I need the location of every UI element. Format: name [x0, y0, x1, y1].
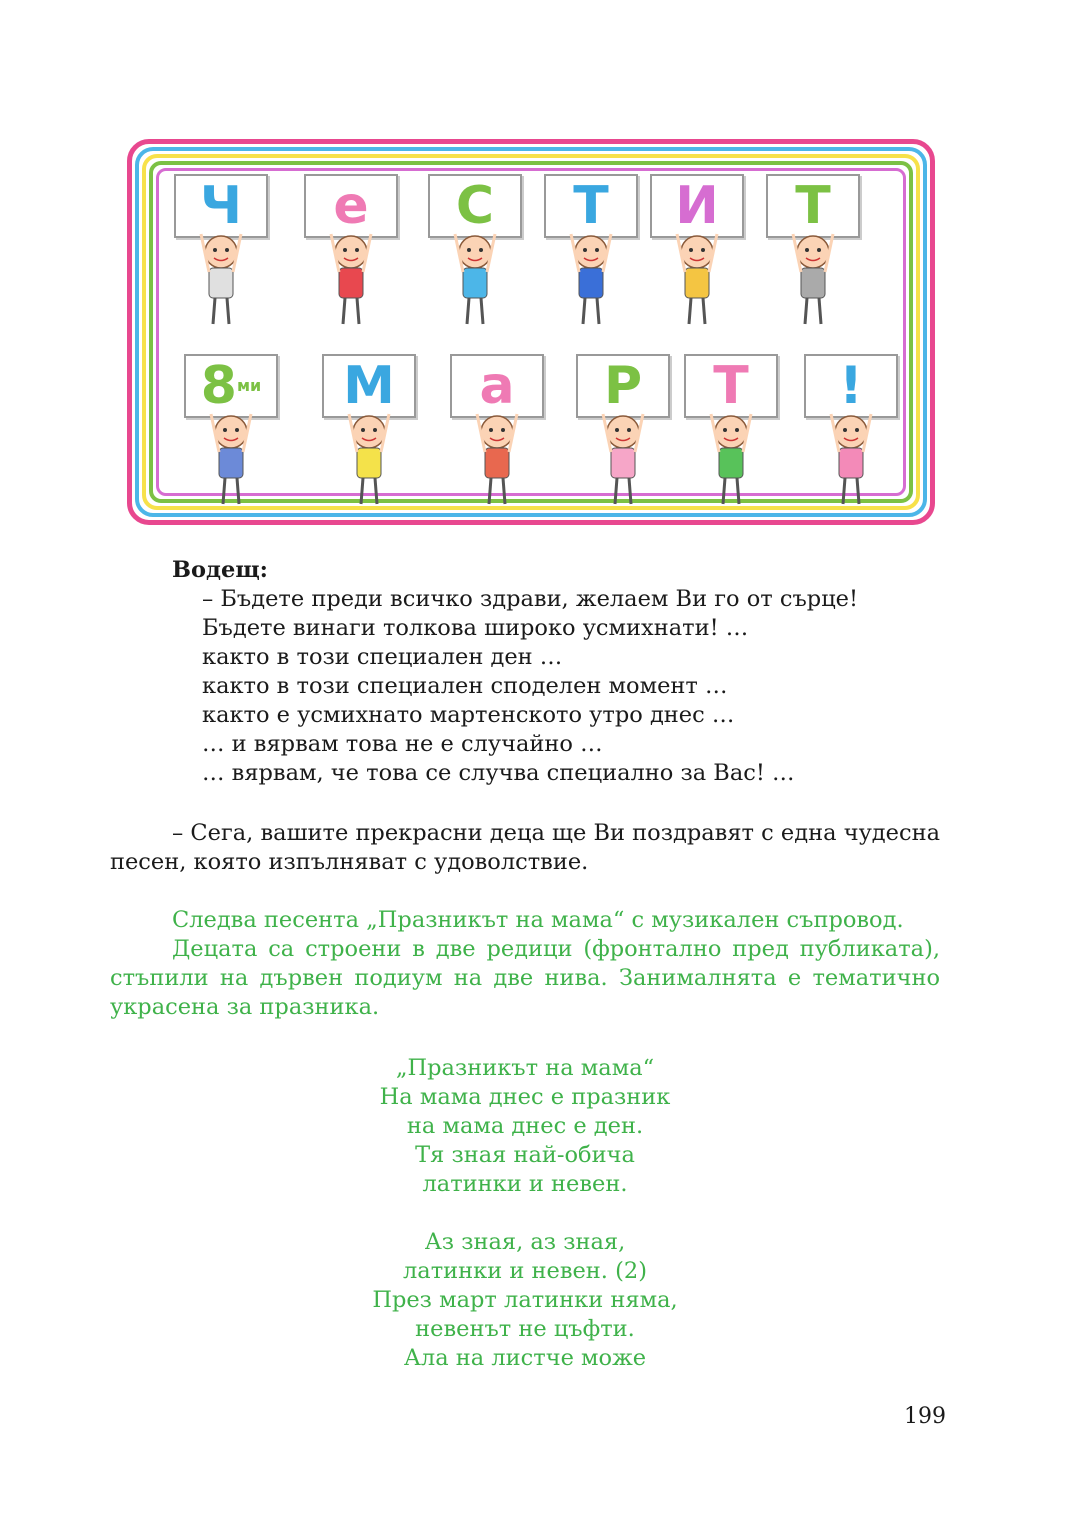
superscript-mi: ми	[236, 376, 262, 395]
child-figure	[453, 232, 497, 336]
letter-sign: Т	[544, 174, 638, 238]
child-figure	[829, 412, 873, 516]
host-line: – Бъдете преди всичко здрави, желаем Ви го от сърце!	[202, 586, 859, 612]
child-figure	[709, 412, 753, 516]
child-figure	[601, 412, 645, 516]
letter-sign: С	[428, 174, 522, 238]
child-figure	[569, 232, 613, 336]
letter-sign: !	[804, 354, 898, 418]
host-line: както в този специален ден …	[202, 644, 563, 670]
letter-sign: Р	[576, 354, 670, 418]
child-figure	[329, 232, 373, 336]
host-line: както е усмихнато мартенското утро днес …	[202, 702, 735, 728]
song-title: „Празникът на мама“	[395, 1055, 655, 1081]
song-line: на мама днес е ден.	[406, 1113, 644, 1139]
host-line: … и вярвам това не е случайно …	[202, 731, 603, 757]
child-figure	[347, 412, 391, 516]
host-lines	[202, 585, 858, 788]
stage-direction-2: Децата са строени в две редици (фронтално пред публиката), стъпили на дървен подиум на две нива. Занималнята е тематично украсена за празника.	[110, 936, 940, 1020]
song-line: Ала на листче може	[403, 1345, 647, 1371]
song-line: латинки и невен.	[422, 1171, 628, 1197]
host-paragraph: – Сега, вашите прекрасни деца ще Ви поздравят с една чудесна песен, която изпълняват с удоволствие.	[110, 820, 940, 875]
child-figure	[199, 232, 243, 336]
stage-direction-1: Следва песента „Празникът на мама“ с музикален съпровод.	[172, 907, 904, 933]
child-figure	[209, 412, 253, 516]
letter-sign: 8 ми	[184, 354, 278, 418]
banner-image	[127, 139, 935, 525]
child-figure	[791, 232, 835, 336]
song	[0, 1054, 1050, 1373]
letter-sign: Т	[766, 174, 860, 238]
page-number: 199	[904, 1404, 946, 1429]
child-figure	[675, 232, 719, 336]
host-label: Водещ:	[172, 557, 268, 583]
host-line: както в този специален споделен момент …	[202, 673, 728, 699]
song-line: невенът не цъфти.	[415, 1316, 635, 1342]
letter-sign: е	[304, 174, 398, 238]
letter-sign: Ч	[174, 174, 268, 238]
song-line: През март латинки няма,	[372, 1287, 678, 1313]
letter-sign: И	[650, 174, 744, 238]
song-line: латинки и невен. (2)	[403, 1258, 647, 1284]
child-figure	[475, 412, 519, 516]
host-line: … вярвам, че това се случва специално за Вас! …	[202, 760, 795, 786]
host-line: Бъдете винаги толкова широко усмихнати! …	[202, 615, 749, 641]
song-line: На мама днес е празник	[379, 1084, 671, 1110]
letter-sign: Т	[684, 354, 778, 418]
letter-sign: а	[450, 354, 544, 418]
song-line: Аз зная, аз зная,	[424, 1229, 626, 1255]
song-line: Тя зная най-обича	[415, 1142, 635, 1168]
letter-sign: М	[322, 354, 416, 418]
